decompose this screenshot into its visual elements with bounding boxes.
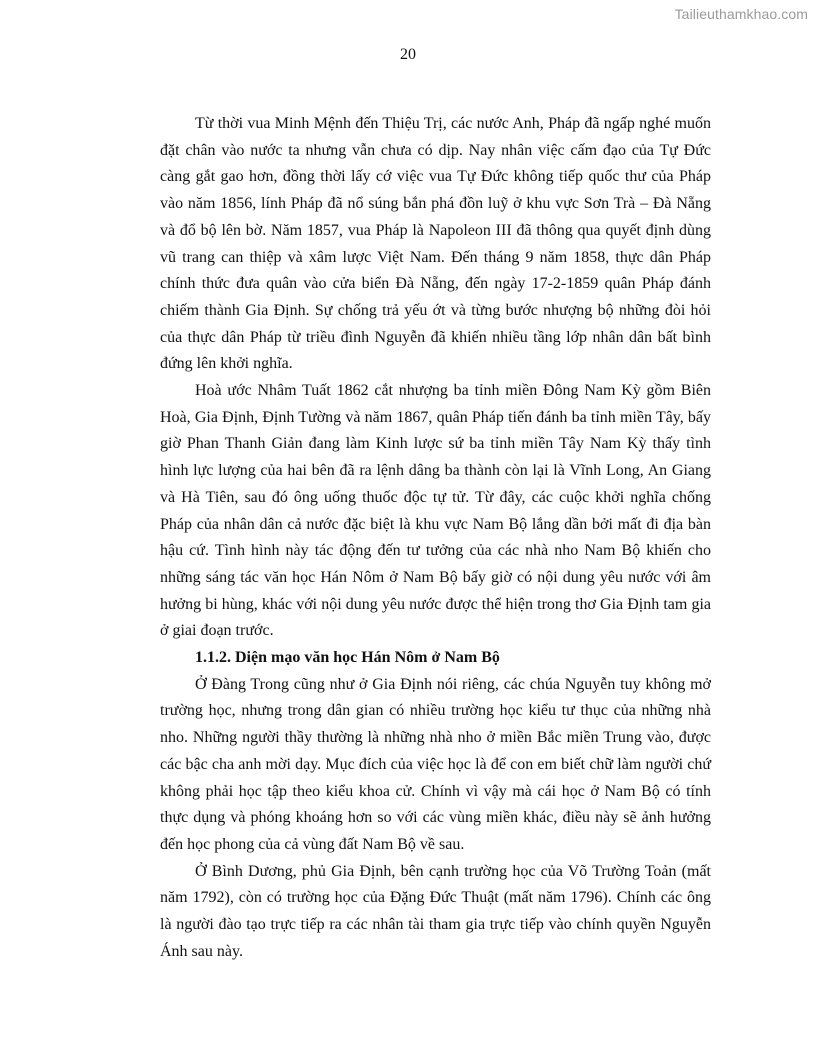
paragraph: Hoà ước Nhâm Tuất 1862 cắt nhượng ba tỉnh miền Đông Nam Kỳ gồm Biên Hoà, Gia Định, Định Tường và năm 1867, quân Pháp tiến đánh ba tỉnh miền Tây, bấy giờ Phan Thanh Giản đang làm Kinh lược sứ ba tỉnh miền Tây Nam Kỳ thấy tình hình lực lượng của hai bên đã ra lệnh dâng ba thành còn lại là Vĩnh Long, An Giang và Hà Tiên, sau đó ông uống thuốc độc tự tử. Từ đây, các cuộc khởi nghĩa chống Pháp của nhân dân cả nước đặc biệt là khu vực Nam Bộ lắng dần bởi mất đi địa bàn hậu cứ. Tình hình này tác động đến tư tưởng của các nhà nho Nam Bộ khiến cho những sáng tác văn học Hán Nôm ở Nam Bộ bấy giờ có nội dung yêu nước với âm hưởng bi hùng, khác với nội dung yêu nước được thể hiện trong thơ Gia Định tam gia ở giai đoạn trước.	[160, 382, 711, 640]
paragraph: Ở Đàng Trong cũng như ở Gia Định nói riêng, các chúa Nguyễn tuy không mở trường học, nhưng trong dân gian có nhiều trường học kiểu tư thục của những nhà nho. Những người thầy thường là những nhà nho ở miền Bắc miền Trung vào, được các bậc cha anh mời dạy. Mục đích của việc học là để con em biết chữ làm người chứ không phải học tập theo kiểu khoa cử. Chính vì vậy mà cái học ở Nam Bộ có tính thực dụng và phóng khoáng hơn so với các vùng miền khác, điều này sẽ ảnh hưởng đến học phong của cả vùng đất Nam Bộ về sau.	[160, 675, 711, 853]
section-heading: 1.1.2. Diện mạo văn học Hán Nôm ở Nam Bộ	[195, 649, 500, 667]
paragraph: Ở Bình Dương, phủ Gia Định, bên cạnh trường học của Võ Trường Toản (mất năm 1792), còn có trường học của Đặng Đức Thuật (mất năm 1796). Chính các ông là người đào tạo trực tiếp ra các nhân tài tham gia trực tiếp vào chính quyền Nguyễn Ánh sau này.	[160, 862, 711, 960]
document-body	[160, 111, 711, 966]
paragraph: Từ thời vua Minh Mệnh đến Thiệu Trị, các nước Anh, Pháp đã ngấp nghé muốn đặt chân vào nước ta nhưng vẫn chưa có dịp. Nay nhân việc cấm đạo của Tự Đức càng gắt gao hơn, đồng thời lấy cớ việc vua Tự Đức không tiếp quốc thư của Pháp vào năm 1856, lính Pháp đã nổ súng bắn phá đồn luỹ ở khu vực Sơn Trà – Đà Nẵng và đổ bộ lên bờ. Năm 1857, vua Pháp là Napoleon III đã thông qua quyết định dùng vũ trang can thiệp và xâm lược Việt Nam. Đến tháng 9 năm 1858, thực dân Pháp chính thức đưa quân vào cửa biển Đà Nẵng, đến ngày 17-2-1859 quân Pháp đánh chiếm thành Gia Định. Sự chống trả yếu ớt và từng bước nhượng bộ những đòi hỏi của thực dân Pháp từ triều đình Nguyễn đã khiến nhiều tầng lớp nhân dân bất bình đứng lên khởi nghĩa.	[160, 115, 711, 373]
page-number: 20	[400, 46, 416, 63]
watermark: Tailieuthamkhao.com	[674, 6, 808, 22]
